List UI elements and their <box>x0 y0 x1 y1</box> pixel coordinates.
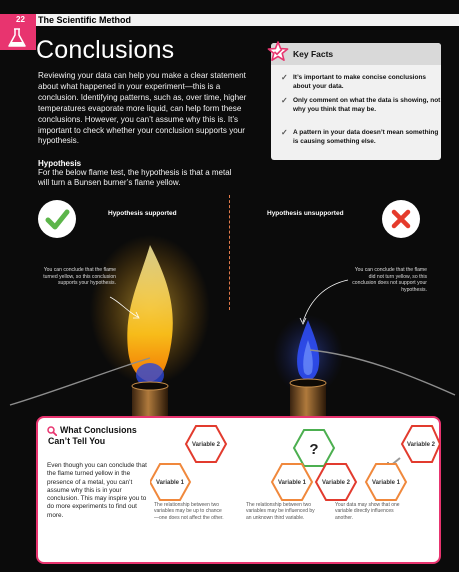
diagram-caption: Your data may show that one variable directly influences another. <box>335 502 400 521</box>
key-fact-item <box>281 74 443 91</box>
key-fact-text: A pattern in your data doesn’t mean something is causing something else. <box>293 129 439 145</box>
check-badge <box>38 200 76 238</box>
what-conclusions-cant-tell-panel <box>36 416 441 564</box>
key-facts-icon <box>267 41 289 63</box>
diagram-third-variable <box>272 430 356 500</box>
key-fact-item <box>281 129 443 146</box>
key-facts-title: Key Facts <box>293 49 334 59</box>
question-mark: ? <box>309 441 319 458</box>
supported-caption: You can conclude that the flame turned yellow, so this conclusion supports your hypothesis. <box>43 267 116 286</box>
key-fact-text: It’s important to make concise conclusions about your data. <box>293 74 427 90</box>
photo-divider <box>229 195 230 310</box>
check-icon: ✓ <box>281 96 288 105</box>
check-icon <box>38 200 76 238</box>
variable-2-label: Variable 2 <box>406 442 436 448</box>
key-facts-box <box>271 43 441 160</box>
cross-badge <box>382 200 420 238</box>
intro-paragraph: Reviewing your data can help you make a clear statement about what happened in your experiment—this is a conclusion. Identifying patterns, such as, over time, higher temperatures evaporate more liquid, can help form these conclusions. However, you can’t assume why this is. It’s important to check whether your conclusion supports your hypothesis. <box>38 71 247 146</box>
variable-1-label: Variable 1 <box>371 480 401 486</box>
page-number: 22 <box>16 15 25 24</box>
check-icon: ✓ <box>281 128 288 137</box>
panel-title: What Conclusions Can’t Tell You <box>48 425 137 446</box>
metal-wire <box>10 358 150 405</box>
diagram-caption: The relationship between two variables may be influenced by an unknown third variable. <box>246 502 315 521</box>
variable-1-label: Variable 1 <box>277 480 307 486</box>
diagram-caption: The relationship between two variables may be up to chance—one does not affect the other. <box>154 502 224 521</box>
section-title: The Scientific Method <box>38 15 132 25</box>
hypothesis-supported-label: Hypothesis supported <box>108 210 177 217</box>
diagram-direct-influence <box>366 426 440 500</box>
bunsen-burner-tube <box>290 382 326 420</box>
panel-text: Even though you can conclude that the flame turned yellow in the presence of a metal, you can’t assume why this is in your conclusion. This may inspire you to do more experiments to find out more. <box>47 462 147 519</box>
hypothesis-heading: Hypothesis <box>38 159 82 168</box>
hypothesis-unsupported-label: Hypothesis unsupported <box>267 210 344 217</box>
variable-1-label: Variable 1 <box>155 480 185 486</box>
check-icon: ✓ <box>281 73 288 82</box>
key-fact-text: Only comment on what the data is showing, not why you think that may be. <box>293 97 441 113</box>
diagram-chance <box>150 426 226 500</box>
page-title: Conclusions <box>36 36 175 64</box>
key-fact-item <box>281 97 443 114</box>
variables-diagram <box>150 420 440 562</box>
cross-icon <box>382 200 420 238</box>
hypothesis-text: For the below flame test, the hypothesis is that a metal will turn a Bunsen burner’s flame yellow. <box>38 168 232 187</box>
unsupported-caption: You can conclude that the flame did not turn yellow, so this conclusion does not support your hypothesis. <box>352 267 427 293</box>
variable-2-label: Variable 2 <box>191 442 221 448</box>
variable-2-label: Variable 2 <box>321 480 351 486</box>
flask-icon <box>6 28 28 48</box>
